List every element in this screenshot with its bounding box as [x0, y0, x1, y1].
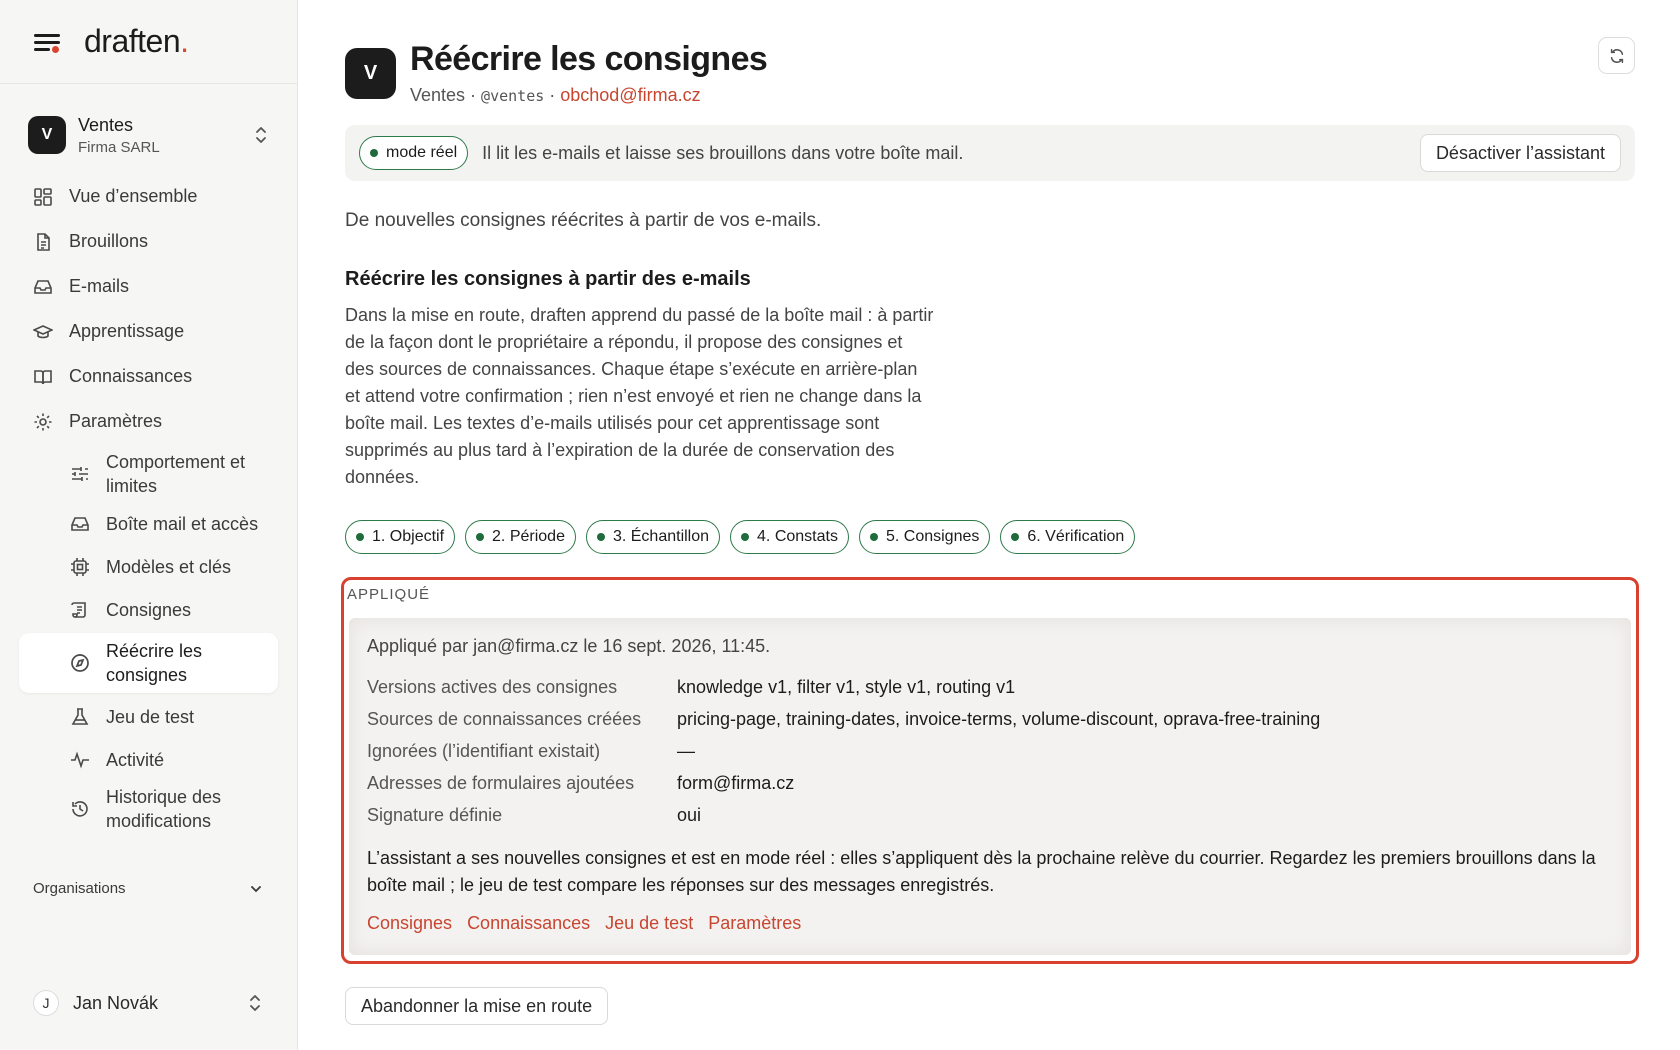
- refresh-icon: [1608, 47, 1626, 65]
- sidebar-subitem-instructions[interactable]: [0, 588, 297, 631]
- applied-details: [367, 671, 1613, 831]
- history-icon: [70, 799, 90, 819]
- organisations-toggle[interactable]: [33, 880, 263, 897]
- step-verification[interactable]: 6. Vérification: [1000, 520, 1135, 554]
- sidebar-item-label: Brouillons: [69, 231, 149, 251]
- sidebar-item-label: E-mails: [69, 276, 130, 296]
- sliders-icon: [70, 464, 90, 484]
- status-dot: [870, 533, 878, 541]
- sidebar-subitem-behaviour[interactable]: [0, 446, 297, 502]
- status-dot: [356, 533, 364, 541]
- chevron-up-down-icon: [253, 124, 269, 146]
- status-dot: [741, 533, 749, 541]
- user-avatar: J: [33, 990, 59, 1016]
- link-instructions[interactable]: Consignes: [367, 913, 453, 933]
- abandon-onboarding-button[interactable]: Abandonner la mise en route: [345, 987, 608, 1025]
- applied-by-text: Appliqué par jan@firma.cz le 16 sept. 2026, 11:45.: [367, 636, 771, 656]
- gear-icon: [33, 412, 53, 432]
- sidebar-item-label: Vue d’ensemble: [69, 186, 198, 206]
- page-subtitle: Ventes · @ventes · obchod@firma.cz: [410, 85, 701, 105]
- sidebar-subitem-models[interactable]: [0, 545, 297, 588]
- activity-icon: [70, 750, 90, 770]
- step-sample[interactable]: 3. Échantillon: [586, 520, 720, 554]
- compass-icon: [70, 653, 90, 673]
- team-email: obchod@firma.cz: [560, 85, 701, 105]
- applied-summary-card: [349, 618, 1631, 955]
- team-name: Ventes: [410, 85, 466, 105]
- status-dot: [1011, 533, 1019, 541]
- step-findings[interactable]: 4. Constats: [730, 520, 849, 554]
- status-dot: [597, 533, 605, 541]
- detail-row: Ignorées (l’identifiant existait) —: [367, 740, 695, 761]
- sidebar-item-knowledge[interactable]: [0, 354, 297, 399]
- team-handle: @ventes: [481, 87, 545, 105]
- book-icon: [33, 367, 53, 387]
- sidebar-subitem-history[interactable]: [0, 781, 297, 837]
- sidebar: [0, 0, 298, 1050]
- sidebar-subitem-testset[interactable]: [0, 695, 297, 738]
- detail-row: Adresses de formulaires ajoutées form@firma.cz: [367, 772, 795, 793]
- page-header: [345, 40, 767, 106]
- scroll-icon: [70, 600, 90, 620]
- chevron-down-icon: [249, 882, 263, 896]
- sidebar-item-overview[interactable]: [0, 174, 297, 219]
- document-icon: [33, 232, 53, 252]
- user-name: Jan Novák: [73, 992, 159, 1013]
- sidebar-item-drafts[interactable]: [0, 219, 297, 264]
- sidebar-item-label: Apprentissage: [69, 321, 185, 341]
- detail-row: Sources de connaissances créées pricing-page, training-dates, invoice-terms, volume-discount, oprava-free-training: [367, 708, 1321, 729]
- sidebar-subitem-label: Activité: [106, 749, 165, 770]
- main-content: [345, 0, 1635, 1050]
- step-instructions[interactable]: 5. Consignes: [859, 520, 990, 554]
- graduation-cap-icon: [33, 322, 53, 342]
- brand-bar: [0, 0, 297, 84]
- detail-row: Signature définie oui: [367, 804, 702, 825]
- applied-note: L’assistant a ses nouvelles consignes et est en mode réel : elles s’appliquent dès la prochaine relève du courrier. Regardez les premiers brouillons dans la boîte mail ; le jeu de test compare les réponses sur des messages enregistrés.: [367, 848, 1596, 895]
- sidebar-subitem-label: Consignes: [106, 599, 192, 620]
- organisations-label: Organisations: [33, 880, 126, 897]
- inbox-icon: [33, 277, 53, 297]
- applied-section: [341, 577, 1639, 964]
- steps-row: [345, 520, 1135, 554]
- status-dot: [476, 533, 484, 541]
- applied-links: [367, 913, 1613, 934]
- app-logo: draften.: [84, 23, 189, 59]
- sidebar-nav: [0, 174, 297, 837]
- account-org: Firma SARL: [78, 138, 160, 156]
- link-test-set[interactable]: Jeu de test: [605, 913, 694, 933]
- intro-text: De nouvelles consignes réécrites à partir de vos e-mails.: [345, 210, 822, 231]
- deactivate-assistant-button[interactable]: Désactiver l’assistant: [1420, 134, 1621, 172]
- sidebar-subitem-label: Boîte mail et accès: [106, 513, 259, 534]
- sidebar-subitem-label: Modèles et clés: [106, 556, 232, 577]
- page-title: Réécrire les consignes: [410, 40, 768, 78]
- section-title: Réécrire les consignes à partir des e-mails: [345, 268, 751, 290]
- sidebar-item-emails[interactable]: [0, 264, 297, 309]
- link-knowledge[interactable]: Connaissances: [467, 913, 591, 933]
- sidebar-item-learning[interactable]: [0, 309, 297, 354]
- team-avatar: V: [345, 48, 396, 99]
- inbox-icon: [70, 514, 90, 534]
- refresh-button[interactable]: [1598, 37, 1635, 74]
- chip-icon: [70, 557, 90, 577]
- sidebar-subitem-label: Comportement et limites: [106, 452, 246, 496]
- chevron-up-down-icon: [247, 992, 263, 1014]
- step-objective[interactable]: 1. Objectif: [345, 520, 455, 554]
- sidebar-subitem-label: Réécrire les consignes: [106, 641, 203, 685]
- sidebar-subitem-activity[interactable]: [0, 738, 297, 781]
- applied-heading: APPLIQUÉ: [347, 586, 442, 603]
- user-menu[interactable]: [33, 990, 263, 1016]
- mode-banner: [345, 125, 1635, 181]
- live-mode-badge: mode réel: [359, 136, 468, 170]
- account-avatar: V: [28, 116, 66, 154]
- sidebar-subitem-label: Historique des modifications: [106, 787, 222, 831]
- sidebar-item-label: Paramètres: [69, 411, 163, 431]
- banner-message: Il lit les e-mails et laisse ses brouillons dans votre boîte mail.: [482, 142, 964, 163]
- sidebar-subitem-mailbox[interactable]: [0, 502, 297, 545]
- link-settings[interactable]: Paramètres: [708, 913, 802, 933]
- account-switcher[interactable]: [0, 110, 297, 160]
- status-dot: [370, 149, 378, 157]
- sidebar-item-label: Connaissances: [69, 366, 193, 386]
- dashboard-icon: [33, 187, 53, 207]
- flask-icon: [70, 707, 90, 727]
- menu-icon[interactable]: [34, 31, 60, 53]
- detail-row: Versions actives des consignes knowledge v1, filter v1, style v1, routing v1: [367, 676, 1016, 697]
- account-name: Ventes: [78, 114, 134, 135]
- step-period[interactable]: 2. Période: [465, 520, 576, 554]
- sidebar-subitem-rewrite[interactable]: [19, 633, 278, 693]
- sidebar-item-settings[interactable]: [0, 399, 297, 444]
- section-description: Dans la mise en route, draften apprend du passé de la boîte mail : à partir de la façon dont le propriétaire a répondu, il propose des consignes et des sources de connaissances. Chaque étape s’exécute en arrière-plan et attend votre confirmation ; rien n’est envoyé et rien ne change dans la boîte mail. Les textes d’e-mails utilisés pour cet apprentissage sont supprimés au plus tard à l’expiration de la durée de conservation des données.: [345, 305, 934, 487]
- sidebar-subitem-label: Jeu de test: [106, 706, 195, 727]
